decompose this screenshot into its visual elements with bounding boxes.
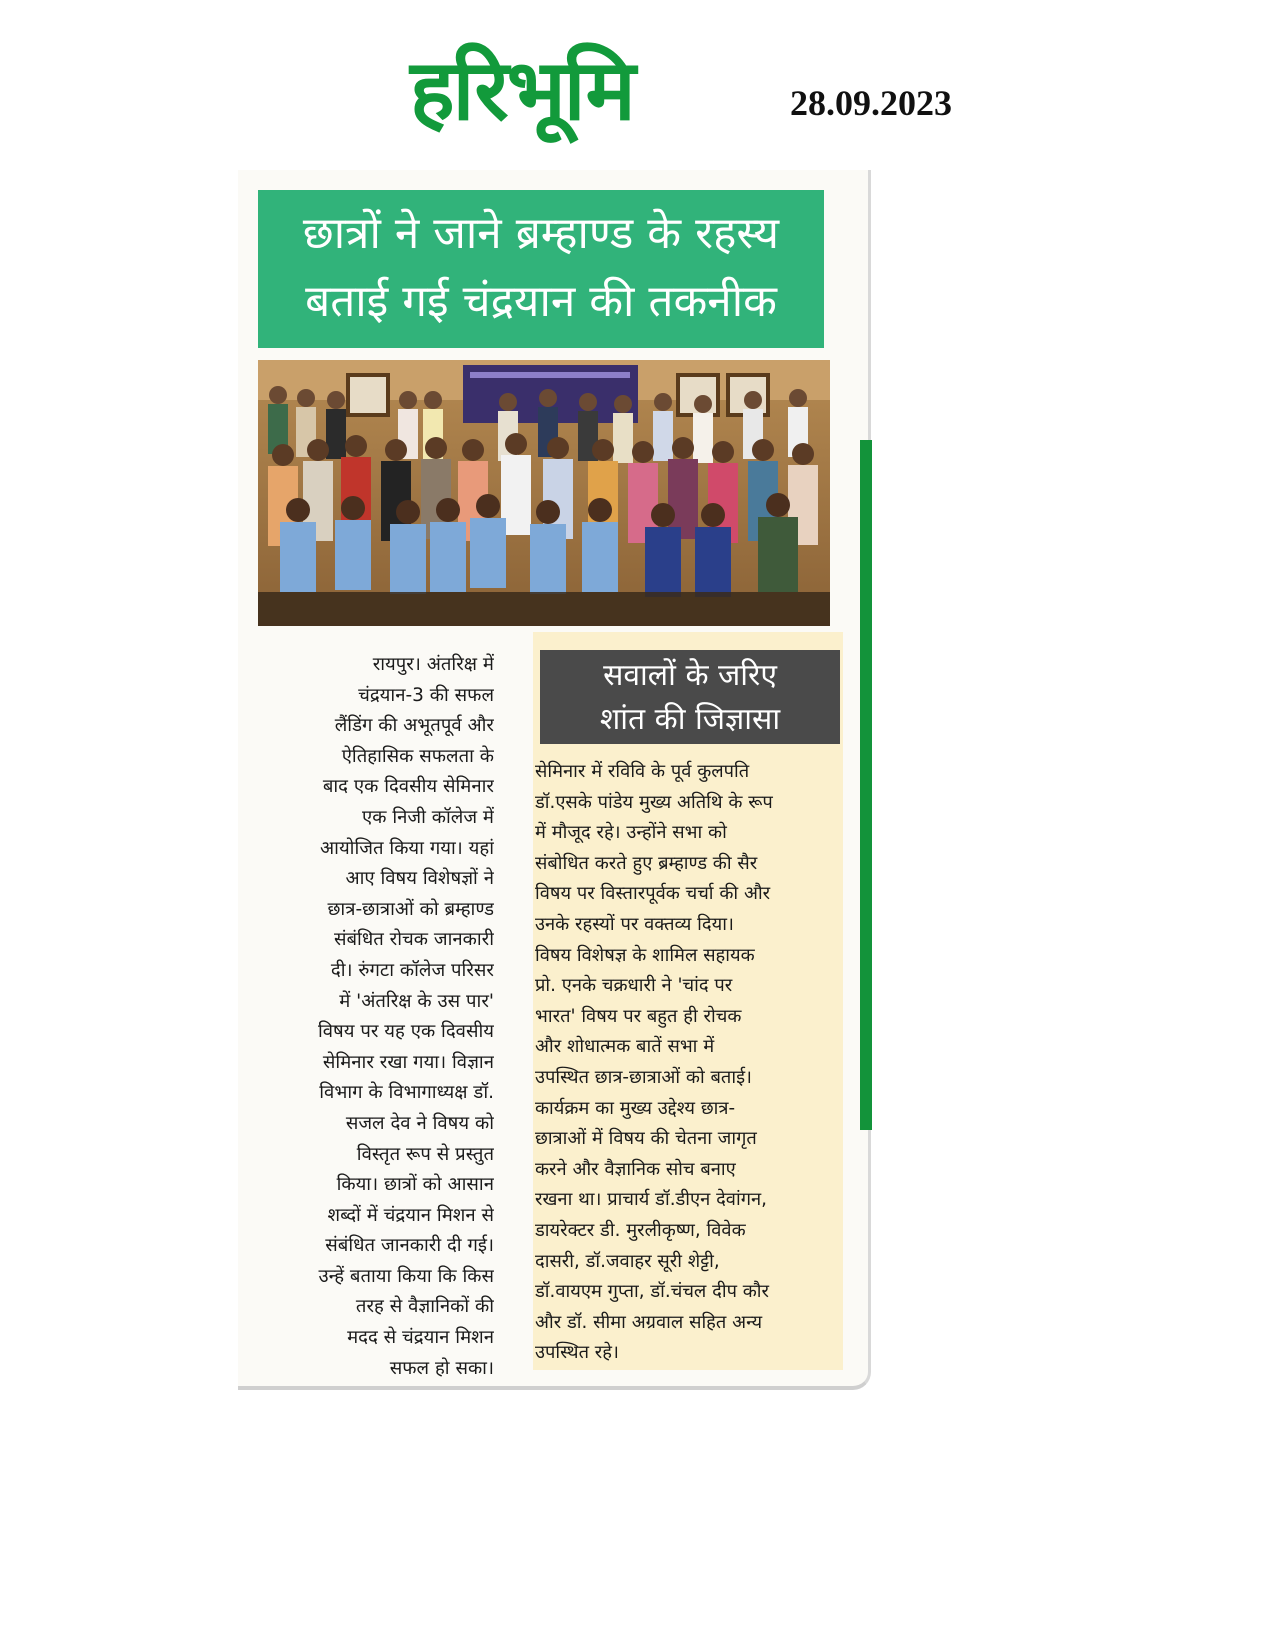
text-line: रखना था। प्राचार्य डॉ.डीएन देवांगन, — [535, 1189, 767, 1211]
text-line: प्रो. एनके चक्रधारी ने 'चांद पर — [535, 975, 733, 997]
text-line: डॉ.एसके पांडेय मुख्य अतिथि के रूप — [535, 791, 773, 813]
text-line: ऐतिहासिक सफलता के — [341, 745, 494, 767]
text-line: और शोधात्मक बातें सभा में — [535, 1036, 715, 1058]
text-line: सफल हो सका। — [389, 1357, 494, 1379]
subheading-line-1: सवालों के जरिए — [603, 658, 777, 693]
text-line: आए विषय विशेषज्ञों ने — [345, 868, 494, 890]
text-line: उपस्थित छात्र-छात्राओं को बताई। — [535, 1066, 752, 1088]
text-line: संबंधित जानकारी दी गई। — [325, 1235, 494, 1257]
text-line: शब्दों में चंद्रयान मिशन से — [327, 1204, 494, 1226]
group-photo — [258, 360, 830, 626]
text-line: बाद एक दिवसीय सेमिनार — [322, 776, 494, 798]
text-line: छात्राओं में विषय की चेतना जागृत — [535, 1128, 757, 1150]
text-line: दी। रुंगटा कॉलेज परिसर — [330, 959, 494, 981]
text-line: विस्तृत रूप से प्रस्तुत — [356, 1143, 494, 1165]
text-line: उपस्थित रहे। — [535, 1342, 619, 1364]
text-line: विभाग के विभागाध्यक्ष डॉ. — [319, 1082, 494, 1104]
headline-line-1: छात्रों ने जाने ब्रम्हाण्ड के रहस्य — [302, 208, 780, 259]
masthead — [410, 40, 750, 140]
text-line: सजल देव ने विषय को — [345, 1112, 494, 1134]
text-line: सेमिनार रखा गया। विज्ञान — [322, 1051, 494, 1073]
text-line: विषय विशेषज्ञ के शामिल सहायक — [535, 944, 755, 966]
text-line: संबंधित रोचक जानकारी — [333, 929, 494, 951]
headline — [258, 190, 824, 348]
text-line: आयोजित किया गया। यहां — [320, 837, 494, 859]
text-line: किया। छात्रों को आसान — [336, 1174, 494, 1196]
text-line: उनके रहस्यों पर वक्तव्य दिया। — [535, 913, 734, 935]
text-line: एक निजी कॉलेज में — [362, 806, 494, 828]
headline-line-2: बताई गई चंद्रयान की तकनीक — [305, 276, 777, 327]
text-line: रायपुर। अंतरिक्ष में — [372, 654, 494, 675]
newspaper-logo: हरिभूमि — [410, 41, 634, 139]
text-line: में 'अंतरिक्ष के उस पार' — [339, 990, 494, 1012]
text-line: संबोधित करते हुए ब्रम्हाण्ड की सैर — [535, 852, 758, 874]
text-line: दासरी, डॉ.जवाहर सूरी शेट्टी, — [535, 1250, 720, 1272]
text-line: चंद्रयान-3 की सफल — [358, 684, 494, 706]
text-line: उन्हें बताया किया कि किस — [318, 1265, 494, 1287]
text-line: मदद से चंद्रयान मिशन — [347, 1327, 494, 1349]
text-line: कार्यक्रम का मुख्य उद्देश्य छात्र- — [535, 1097, 736, 1119]
text-line: डॉ.वायएम गुप्ता, डॉ.चंचल दीप कौर — [535, 1281, 770, 1303]
text-line: डायरेक्टर डी. मुरलीकृष्ण, विवेक — [535, 1219, 746, 1241]
subheading-line-2: शांत की जिज्ञासा — [599, 702, 781, 737]
text-line: सेमिनार में रविवि के पूर्व कुलपति — [535, 761, 750, 782]
text-line: तरह से वैज्ञानिकों की — [355, 1296, 494, 1318]
text-line: छात्र-छात्राओं को ब्रम्हाण्ड — [327, 898, 494, 920]
text-line: में मौजूद रहे। उन्होंने सभा को — [535, 822, 727, 844]
publication-date: 28.09.2023 — [790, 83, 952, 123]
text-line: और डॉ. सीमा अग्रवाल सहित अन्य — [535, 1311, 763, 1333]
text-line: करने और वैज्ञानिक सोच बनाए — [535, 1158, 736, 1180]
text-line: भारत' विषय पर बहुत ही रोचक — [535, 1005, 742, 1027]
text-line: विषय पर विस्तारपूर्वक चर्चा की और — [535, 883, 771, 905]
text-line: विषय पर यह एक दिवसीय — [317, 1021, 494, 1043]
right-column-text — [535, 757, 845, 1369]
group-photo-icon — [258, 360, 830, 626]
left-column-text — [262, 650, 494, 1384]
text-line: लैंडिंग की अभूतपूर्व और — [334, 715, 494, 737]
subheading — [540, 650, 840, 744]
green-divider — [860, 440, 872, 1130]
